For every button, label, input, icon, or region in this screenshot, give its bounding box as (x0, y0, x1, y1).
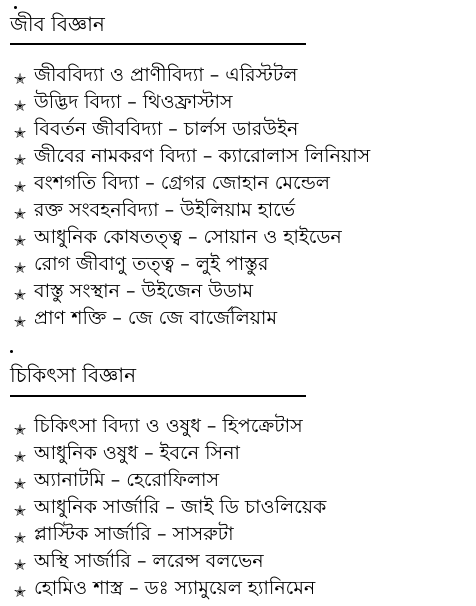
list-item-text: বংশগতি বিদ্যা – গ্রেগর জোহান মেন্ডেল (34, 171, 330, 194)
star-icon: ✭ (13, 312, 27, 331)
star-icon: ✭ (13, 123, 27, 142)
list-item (12, 90, 370, 117)
star-icon: ✭ (13, 474, 27, 493)
list-item (12, 252, 370, 279)
list-item-text: অ্যানাটমি – হেরোফিলাস (34, 468, 220, 491)
star-icon: ✭ (13, 582, 27, 601)
list-item (12, 198, 370, 225)
list-item-text: জীবের নামকরণ বিদ্যা – ক্যারোলাস লিনিয়াস (34, 144, 371, 167)
list-item-text: বাস্তু সংস্থান – উইজেন উডাম (34, 279, 254, 302)
list-item-text: আধুনিক ওষুধ – ইবনে সিনা (34, 441, 240, 464)
list-item (12, 144, 370, 171)
list-item-text: প্লাস্টিক সার্জারি – সাসরুটা (34, 522, 234, 545)
list-item-text: রক্ত সংবহনবিদ্যা – উইলিয়াম হার্ভে (34, 198, 296, 221)
list-item-text: উদ্ভিদ বিদ্যা – থিওফ্রাস্টাস (34, 90, 233, 113)
list-item (12, 63, 370, 90)
star-icon: ✭ (13, 69, 27, 88)
list-item (12, 117, 370, 144)
list-item (12, 495, 326, 522)
list-item-text: বিবর্তন জীববিদ্যা – চার্লস ডারউইন (34, 117, 299, 140)
list-item-text: অস্থি সার্জারি – লরেন্স বলভেন (34, 549, 264, 572)
list-item (12, 522, 326, 549)
star-icon: ✭ (13, 528, 27, 547)
star-icon: ✭ (13, 555, 27, 574)
list-item (12, 414, 326, 441)
list-item (12, 441, 326, 468)
list-item (12, 171, 370, 198)
star-icon: ✭ (13, 420, 27, 439)
star-icon: ✭ (13, 150, 27, 169)
biology-list (12, 63, 370, 333)
star-icon: ✭ (13, 501, 27, 520)
star-icon: ✭ (13, 285, 27, 304)
list-item (12, 468, 326, 495)
list-item-text: রোগ জীবাণু তত্ত্ব – লুই পাস্তুর (34, 252, 269, 275)
list-item-text: আধুনিক কোষতত্ত্ব – সোয়ান ও হাইডেন (34, 225, 342, 248)
marker-dot (14, 6, 17, 9)
section-title-biology: জীব বিজ্ঞান (10, 12, 105, 36)
list-item-text: জীববিদ্যা ও প্রাণীবিদ্যা – এরিস্টটল (34, 63, 298, 86)
list-item-text: প্রাণ শক্তি – জে জে বার্জেলিয়াম (34, 306, 277, 329)
list-item (12, 306, 370, 333)
section-divider (10, 395, 306, 397)
list-item-text: আধুনিক সার্জারি – জাই ডি চাওলিয়েক (34, 495, 327, 518)
marker-dot (10, 350, 13, 353)
star-icon: ✭ (13, 204, 27, 223)
list-item-text: চিকিৎসা বিদ্যা ও ওষুধ – হিপক্রেটাস (34, 414, 303, 437)
star-icon: ✭ (13, 258, 27, 277)
star-icon: ✭ (13, 177, 27, 196)
section-divider (10, 43, 306, 45)
star-icon: ✭ (13, 231, 27, 250)
list-item (12, 225, 370, 252)
section-title-medical: চিকিৎসা বিজ্ঞান (10, 363, 137, 387)
star-icon: ✭ (13, 96, 27, 115)
medical-list (12, 414, 326, 603)
list-item (12, 549, 326, 576)
list-item (12, 279, 370, 306)
list-item-text: হোমিও শাস্ত্র – ডঃ স্যামুয়েল হ্যানিমেন (34, 576, 316, 599)
list-item (12, 576, 326, 603)
star-icon: ✭ (13, 447, 27, 466)
